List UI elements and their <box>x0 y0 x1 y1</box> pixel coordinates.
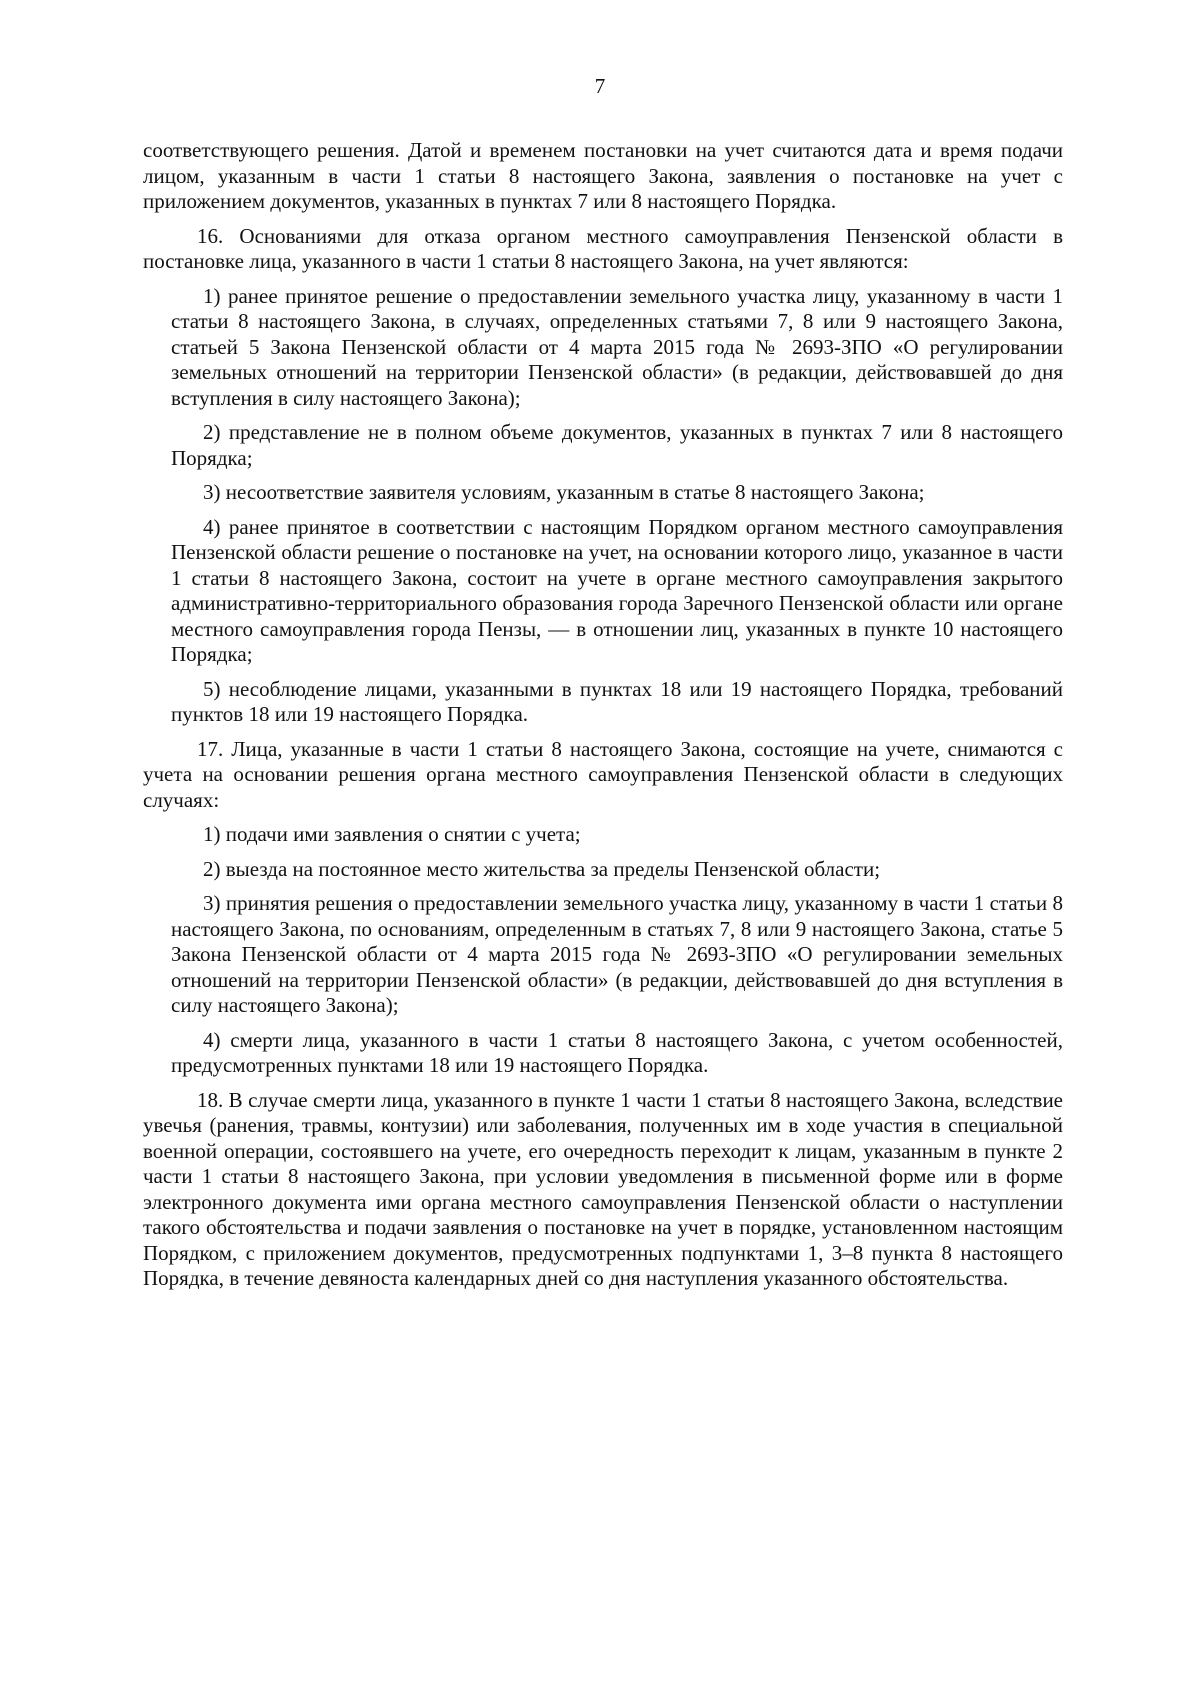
clause-16-item-2: 2) представление не в полном объеме документов, указанных в пунктах 7 или 8 настоящего Порядка; <box>171 420 1063 470</box>
page-number: 7 <box>594 74 606 98</box>
document-body <box>143 138 1063 1301</box>
clause-17-item-1: 1) подачи ими заявления о снятии с учета; <box>203 822 581 846</box>
clause-16-item-5: 5) несоблюдение лицами, указанными в пунктах 18 или 19 настоящего Порядка, требований пунктов 18 или 19 настоящего Порядка. <box>171 676 1063 726</box>
clause-16-item-4: 4) ранее принятое в соответствии с настоящим Порядком органом местного самоуправления Пензенской области решение о постановке на учет, на основании которого лицо, указанное в части 1 статьи 8 настоящего Закона, состоит на учете в органе местного самоуправления закрытого административно-территориального образования города Заречного Пензенской области или органе местного самоуправления города Пензы, — в отношении лиц, указанных в пункте 10 настоящего Порядка; <box>171 514 1063 666</box>
clause-16: 16. Основаниями для отказа органом местного самоуправления Пензенской области в постановке лица, указанного в части 1 статьи 8 настоящего Закона, на учет являются: <box>143 223 1063 273</box>
clause-17: 17. Лица, указанные в части 1 статьи 8 настоящего Закона, состоящие на учете, снимаются с учета на основании решения органа местного самоуправления Пензенской области в следующих случаях: <box>143 736 1063 812</box>
clause-17-item-2: 2) выезда на постоянное место жительства за пределы Пензенской области; <box>203 856 881 881</box>
clause-17-item-4: 4) смерти лица, указанного в части 1 статьи 8 настоящего Закона, с учетом особенностей, предусмотренных пунктами 18 или 19 настоящего Порядка. <box>171 1027 1063 1077</box>
clause-16-item-1: 1) ранее принятое решение о предоставлении земельного участка лицу, указанному в части 1 статьи 8 настоящего Закона, в случаях, определенных статьями 7, 8 или 9 настоящего Закона, статьей 5 Закона Пензенской области от 4 марта 2015 года № 2693-ЗПО «О регулировании земельных отношений на территории Пензенской области» (в редакции, действовавшей до дня вступления в силу настоящего Закона); <box>171 283 1063 410</box>
clause-18: 18. В случае смерти лица, указанного в пункте 1 части 1 статьи 8 настоящего Закона, вследствие увечья (ранения, травмы, контузии) или заболевания, полученных им в ходе участия в специальной военной операции, состоявшего на учете, его очередность переходит к лицам, указанным в пункте 2 части 1 статьи 8 настоящего Закона, при условии уведомления в письменной форме или в форме электронного документа ими органа местного самоуправления Пензенской области о наступлении такого обстоятельства и подачи заявления о постановке на учет в порядке, установленном настоящим Порядком, с приложением документов, предусмотренных подпунктами 1, 3–8 пункта 8 настоящего Порядка, в течение девяноста календарных дней со дня наступления указанного обстоятельства. <box>143 1087 1063 1290</box>
clause-17-item-3: 3) принятия решения о предоставлении земельного участка лицу, указанному в части 1 статьи 8 настоящего Закона, по основаниям, определенным в статьях 7, 8 или 9 настоящего Закона, статье 5 Закона Пензенской области от 4 марта 2015 года № 2693-ЗПО «О регулировании земельных отношений на территории Пензенской области» (в редакции, действовавшей до дня вступления в силу настоящего Закона); <box>171 891 1063 1017</box>
paragraph-continuation: соответствующего решения. Датой и временем постановки на учет считаются дата и время подачи лицом, указанным в части 1 статьи 8 настоящего Закона, заявления о постановке на учет с приложением документов, указанных в пунктах 7 или 8 настоящего Порядка. <box>143 138 1063 213</box>
clause-16-item-3: 3) несоответствие заявителя условиям, указанным в статье 8 настоящего Закона; <box>203 480 925 504</box>
